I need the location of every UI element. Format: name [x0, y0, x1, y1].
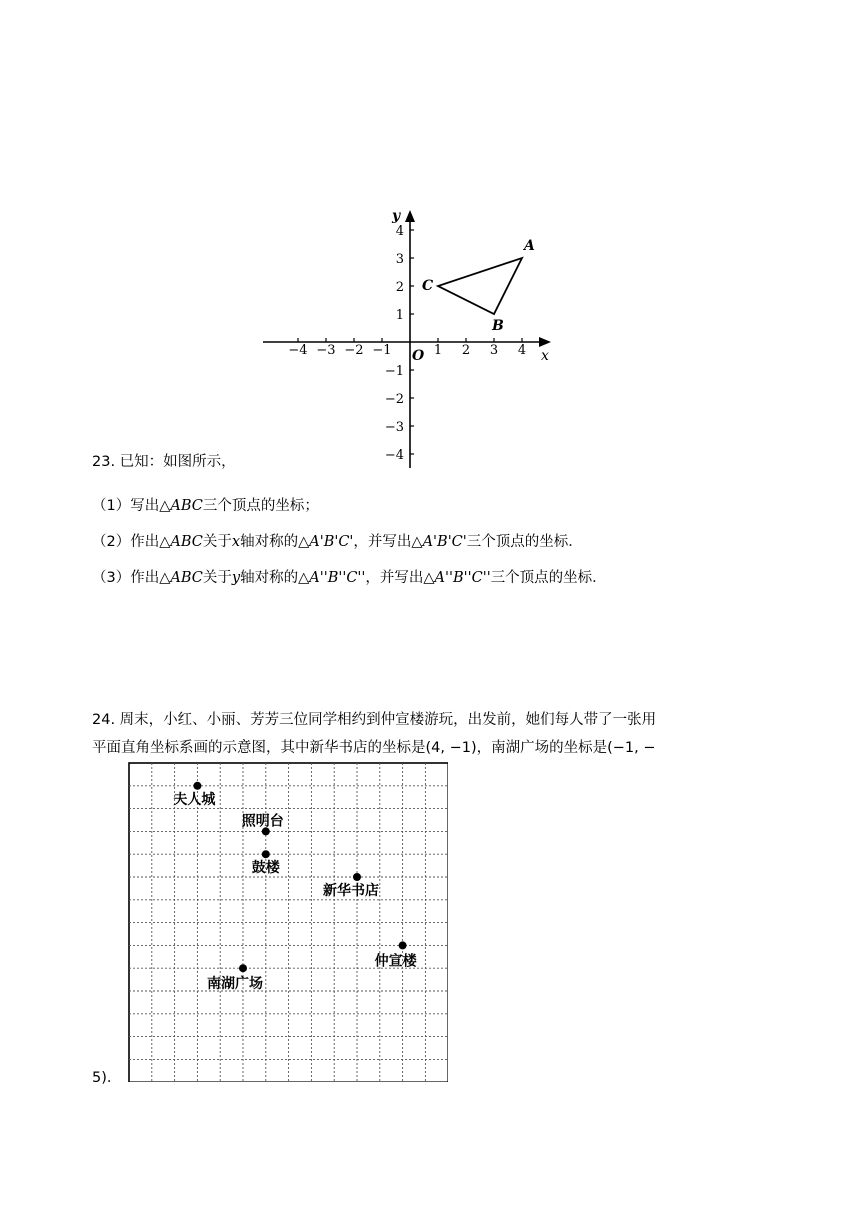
- axes: [263, 208, 551, 468]
- triangle-outline: [438, 258, 522, 314]
- coordinate-figure: [255, 200, 560, 475]
- place-label: 新华书店: [323, 883, 379, 899]
- item-text: ，并写出△: [365, 570, 435, 586]
- vertex-label-c: C: [422, 278, 434, 294]
- x-tick-label: −2: [344, 343, 364, 358]
- origin-label: O: [412, 348, 425, 364]
- place-label: 鼓楼: [251, 860, 280, 877]
- q24-line-2: 平面直角坐标系画的示意图，其中新华书店的坐标是(4, −1)，南湖广场的坐标是(−1, −: [92, 740, 656, 756]
- image-triangle-name: A''B''C'': [309, 570, 366, 586]
- y-tick-label: 1: [395, 308, 404, 323]
- item-label: （3）作出△: [92, 570, 171, 586]
- item-text: 三个顶点的坐标；: [202, 498, 319, 514]
- axis-name: y: [231, 570, 241, 586]
- campus-map: [128, 762, 448, 1082]
- y-tick-label: −3: [384, 420, 404, 435]
- item-label: （2）作出△: [92, 534, 171, 550]
- place-dot: [239, 964, 247, 972]
- place-label: 照明台: [241, 813, 284, 830]
- q23-item-3: [92, 568, 607, 588]
- y-tick-label: 2: [395, 280, 404, 295]
- item-text: 轴对称的△: [240, 570, 310, 586]
- map-border: [129, 763, 448, 1082]
- place-label: 南湖广场: [207, 976, 263, 993]
- y-tick-label: −2: [384, 392, 404, 407]
- q23-stem-text: 已知：如图所示，: [119, 454, 236, 470]
- x-tick-label: −3: [316, 343, 336, 358]
- triangle-name: ABC: [170, 498, 203, 514]
- item-text: 三个顶点的坐标．: [490, 570, 607, 586]
- q24-line-3: 5)．: [92, 1070, 122, 1086]
- x-tick-label: 2: [461, 343, 471, 358]
- x-tick-label: 3: [489, 343, 499, 358]
- place-label: 夫人城: [173, 791, 216, 808]
- item-text: 关于: [202, 570, 232, 586]
- y-tick-label: 4: [395, 224, 404, 239]
- y-axis-label: y: [392, 208, 401, 224]
- triangle-name: ABC: [170, 534, 203, 550]
- place-dot: [399, 941, 407, 949]
- vertex-label-a: A: [524, 238, 535, 254]
- x-axis-label: x: [541, 348, 549, 364]
- place-dot: [193, 782, 201, 790]
- q24-number: 24.: [92, 712, 116, 728]
- image-triangle-name: A''B''C'': [434, 570, 491, 586]
- item-label: （1）写出△: [92, 498, 171, 514]
- vertex-label-b: B: [492, 318, 504, 334]
- image-triangle-name: A'B'C': [309, 534, 354, 550]
- place-dot: [353, 873, 361, 881]
- x-tick-label: 1: [433, 343, 443, 358]
- tick-labels: [288, 224, 526, 463]
- y-tick-label: 3: [395, 252, 404, 267]
- item-text: 轴对称的△: [240, 534, 310, 550]
- item-text: 三个顶点的坐标．: [466, 534, 583, 550]
- x-tick-label: −4: [288, 343, 308, 358]
- axis-name: x: [231, 534, 241, 550]
- q24-text: 周末，小红、小丽、芳芳三位同学相约到仲宣楼游玩，出发前，她们每人带了一张用: [119, 712, 657, 728]
- item-text: ，并写出△: [353, 534, 423, 550]
- x-tick-label: 4: [517, 343, 527, 358]
- q23-stem: [92, 452, 236, 472]
- q23-item-2: [92, 532, 583, 552]
- grid: [129, 763, 448, 1082]
- q23-item-1: [92, 496, 319, 516]
- q23-number: 23.: [92, 454, 116, 470]
- q24-line-1: [92, 710, 656, 730]
- y-axis-arrow: [405, 210, 415, 222]
- x-axis-arrow: [539, 337, 551, 347]
- item-text: 关于: [202, 534, 232, 550]
- image-triangle-name: A'B'C': [422, 534, 467, 550]
- x-tick-label: −1: [372, 343, 392, 358]
- triangle-abc: [422, 238, 535, 334]
- place-dot: [262, 850, 270, 858]
- y-tick-label: −1: [384, 364, 404, 379]
- y-tick-label: −4: [384, 448, 404, 463]
- triangle-name: ABC: [170, 570, 203, 586]
- place-label: 仲宣楼: [374, 953, 417, 970]
